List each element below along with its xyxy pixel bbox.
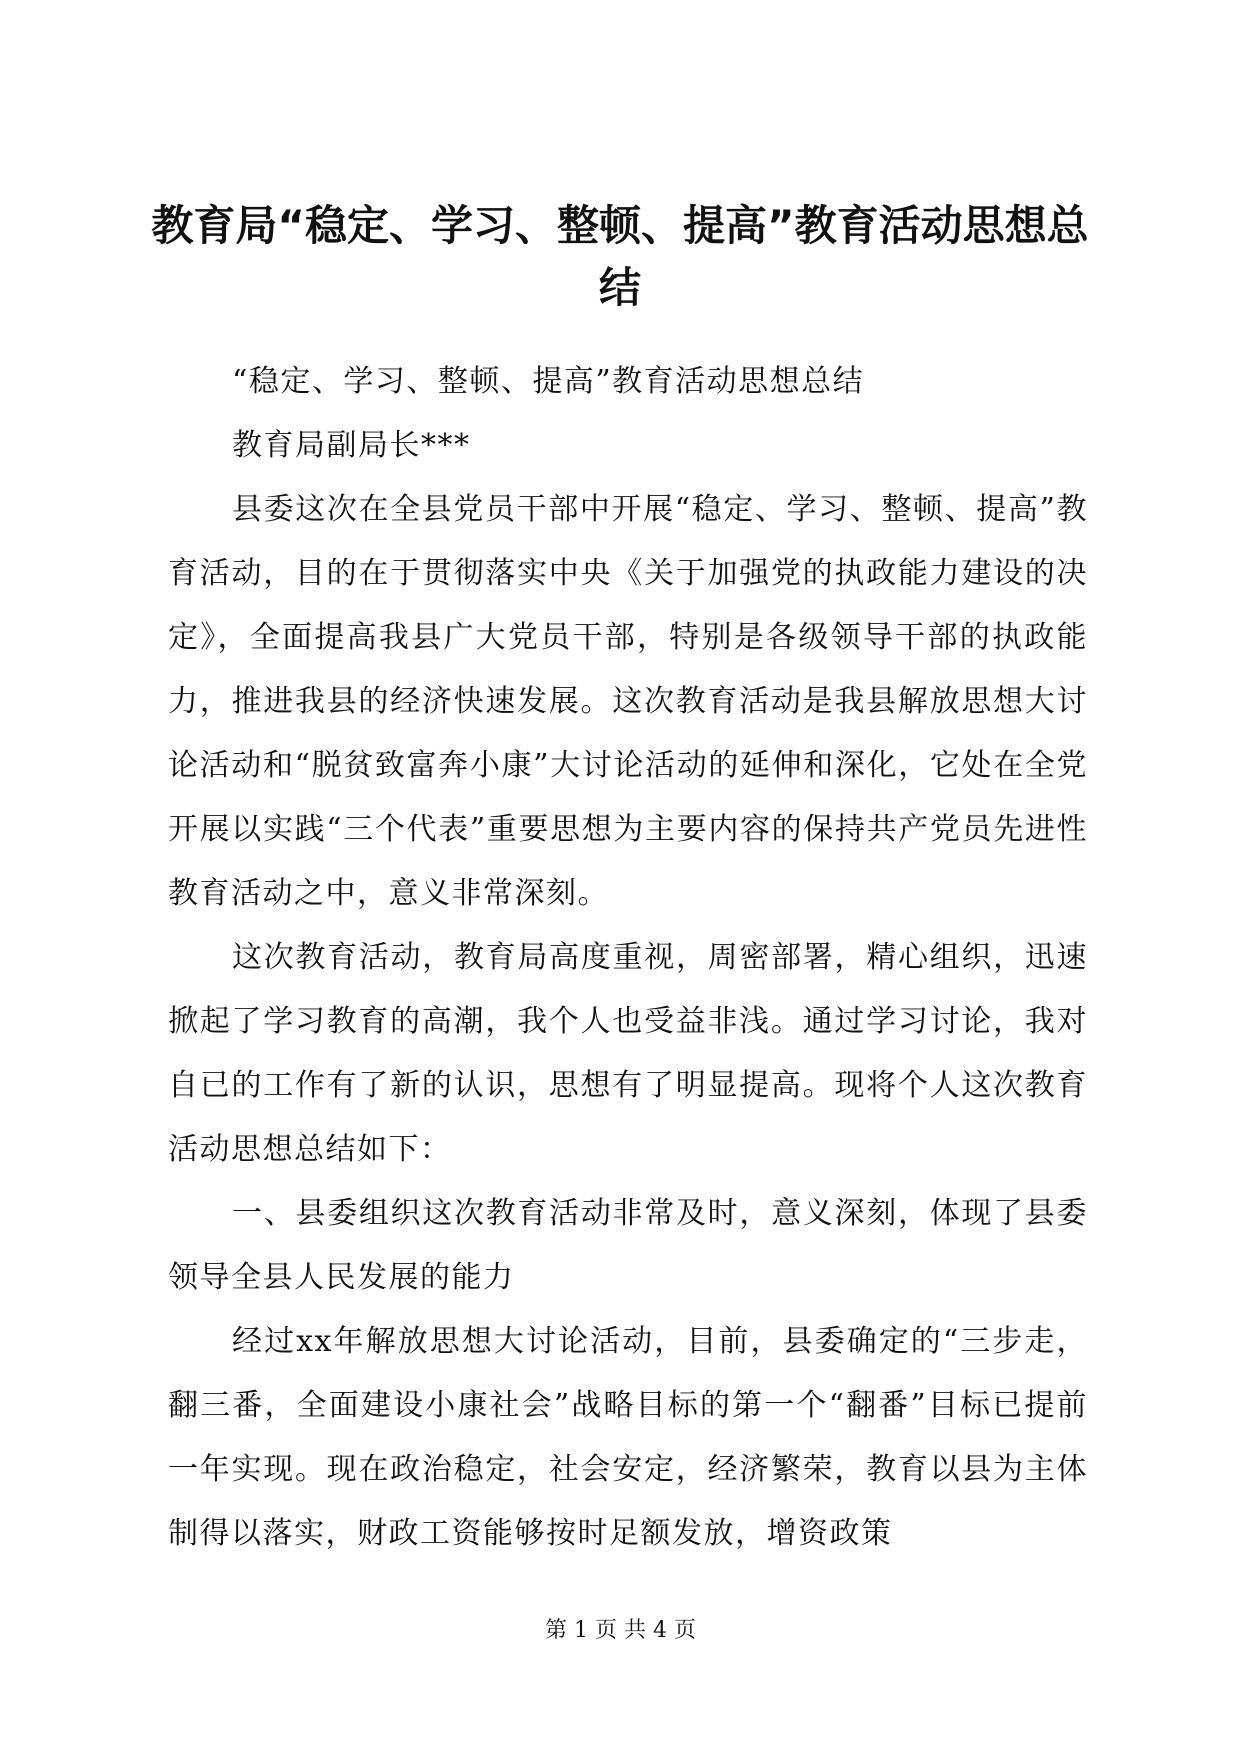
page-number-footer: 第 1 页 共 4 页 — [545, 1618, 696, 1643]
paragraph-author: 教育局副局长*** — [232, 428, 471, 463]
document-title: 教育局“稳定、学习、整顿、提高”教育活动思想总结 — [151, 201, 1089, 312]
paragraph-section-1: 经过xx年解放思想大讨论活动，目前，县委确定的“三步走，翻三番，全面建设小康社会”战略目标的第一个“翻番”目标已提前一年实现。现在政治稳定，社会安定，经济繁荣，教育以县为主体制得以落实，财政工资能够按时足额发放，增资政策 — [168, 1324, 1088, 1551]
paragraph-activity: 这次教育活动，教育局高度重视，周密部署，精心组织，迅速掀起了学习教育的高潮，我个人也受益非浅。通过学习讨论，我对自已的工作有了新的认识，思想有了明显提高。现将个人这次教育活动思想总结如下： — [168, 940, 1088, 1167]
paragraph-subtitle: “稳定、学习、整顿、提高”教育活动思想总结 — [232, 364, 865, 399]
section-heading-1: 一、县委组织这次教育活动非常及时，意义深刻，体现了县委领导全县人民发展的能力 — [168, 1196, 1088, 1295]
paragraph-intro: 县委这次在全县党员干部中开展“稳定、学习、整顿、提高”教育活动，目的在于贯彻落实中央《关于加强党的执政能力建设的决定》，全面提高我县广大党员干部，特别是各级领导干部的执政能力，推进我县的经济快速发展。这次教育活动是我县解放思想大讨论活动和“脱贫致富奔小康”大讨论活动的延伸和深化，它处在全党开展以实践“三个代表”重要思想为主要内容的保持共产党员先进性教育活动之中，意义非常深刻。 — [168, 492, 1088, 911]
document-body — [168, 350, 1088, 1566]
